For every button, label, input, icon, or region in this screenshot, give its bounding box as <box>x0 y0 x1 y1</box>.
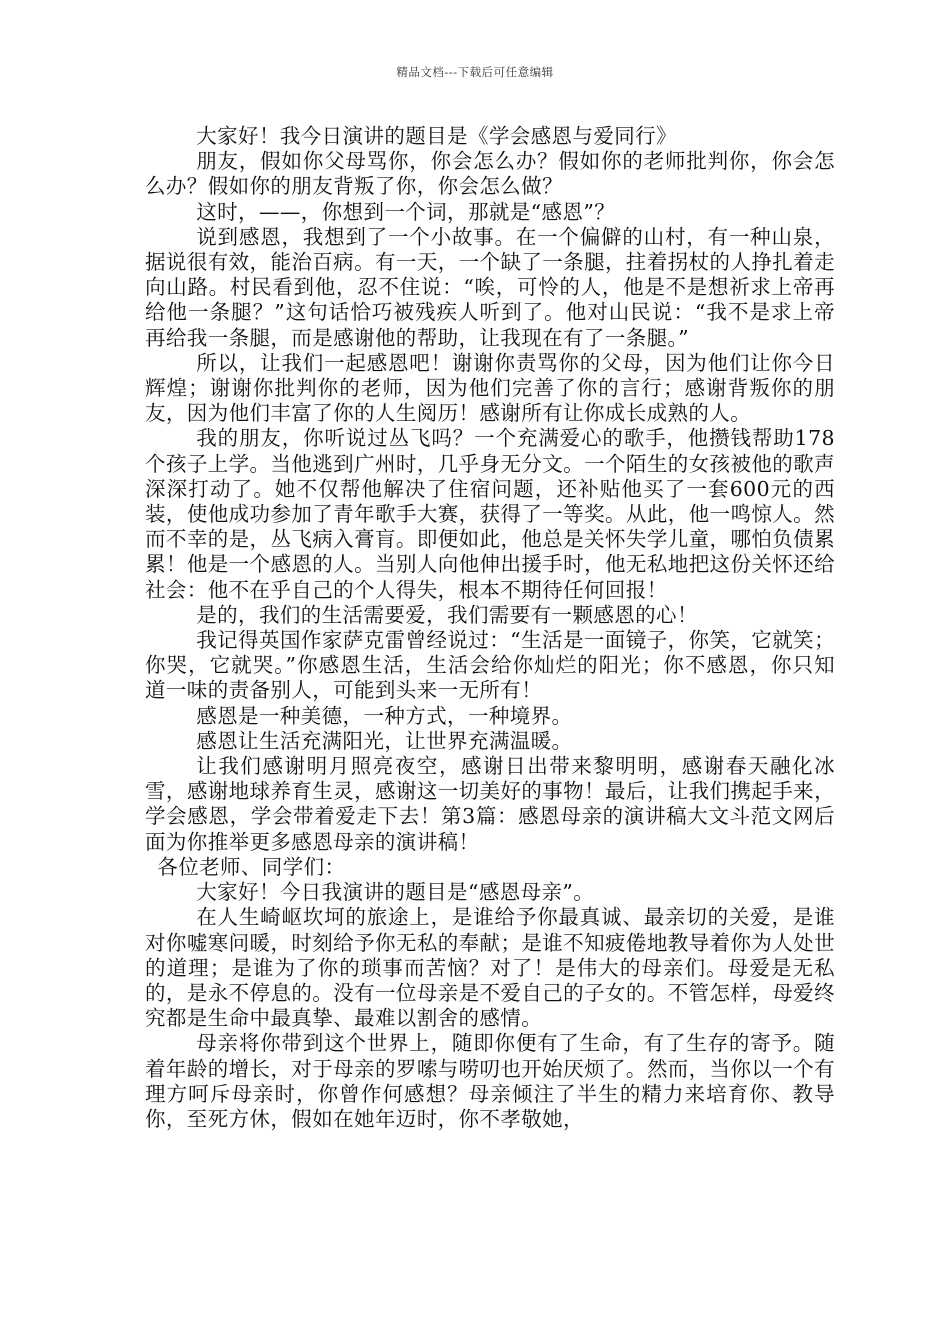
paragraph: 这时，——，你想到一个词，那就是“感恩”？ <box>196 199 616 224</box>
paragraph: 让我们感谢明月照亮夜空，感谢日出带来黎明明，感谢春天融化冰雪，感谢地球养育生灵，感谢这一切美好的事物！最后，让我们携起手来，学会感恩，学会带着爱走下去！第3篇：感恩母亲的演讲稿大文斗范文网后面为你推举更多感恩母亲的演讲稿！ <box>145 754 835 854</box>
paragraph: 感恩让生活充满阳光，让世界充满温暖。 <box>196 728 573 753</box>
paragraph: 大家好！我今日演讲的题目是《学会感恩与爱同行》 <box>196 124 677 148</box>
salutation: 各位老师、同学们： <box>157 854 346 879</box>
page-header: 精品文档---下载后可任意编辑 <box>396 65 554 79</box>
paragraph: 在人生崎岖坎坷的旅途上，是谁给予你最真诚、最亲切的关爱，是谁对你嘘寒问暖，时刻给予你无私的奉献；是谁不知疲倦地教导着你为人处世的道理；是谁为了你的琐事而苦恼？对了！是伟大的母亲们。母爱是无私的，是永不停息的。没有一位母亲是不爱自己的子女的。不管怎样，母爱终究都是生命中最真挚、最难以割舍的感情。 <box>145 905 835 1031</box>
paragraph: 是的，我们的生活需要爱，我们需要有一颗感恩的心！ <box>196 602 698 627</box>
paragraph: 感恩是一种美德，一种方式，一种境界。 <box>196 703 573 728</box>
paragraph: 母亲将你带到这个世界上，随即你便有了生命，有了生存的寄予。随着年龄的增长，对于母亲的罗嗦与唠叨也开始厌烦了。然而，当你以一个有理方呵斥母亲时，你曾作何感想？母亲倾注了半生的精力来培育你、教导你，至死方休，假如在她年迈时，你不孝敬她， <box>145 1031 835 1131</box>
document-body <box>145 124 835 1132</box>
paragraph: 所以，让我们一起感恩吧！谢谢你责骂你的父母，因为他们让你今日辉煌；谢谢你批判你的老师，因为他们完善了你的言行；感谢背叛你的朋友，因为他们丰富了你的人生阅历！感谢所有让你成长成熟的人。 <box>145 350 835 426</box>
paragraph: 我的朋友，你听说过丛飞吗？一个充满爱心的歌手，他攒钱帮助178个孩子上学。当他逃到广州时，几乎身无分文。一个陌生的女孩被他的歌声深深打动了。她不仅帮他解决了住宿问题，还补贴他买了一套600元的西装，使他成功参加了青年歌手大赛，获得了一等奖。从此，他一鸣惊人。然而不幸的是，丛飞病入膏肓。即便如此，他总是关怀失学儿童，哪怕负债累累！他是一个感恩的人。当别人向他伸出援手时，他无私地把这份关怀还给社会：他不在乎自己的个人得失，根本不期待任何回报！ <box>145 426 835 602</box>
paragraph: 朋友，假如你父母骂你，你会怎么办？假如你的老师批判你，你会怎么办？假如你的朋友背叛了你，你会怎么做？ <box>145 149 835 199</box>
paragraph: 大家好！今日我演讲的题目是“感恩母亲”。 <box>196 880 595 905</box>
paragraph: 我记得英国作家萨克雷曾经说过：“生活是一面镜子，你笑，它就笑；你哭，它就哭。”你感恩生活，生活会给你灿烂的阳光；你不感恩，你只知道一味的责备别人，可能到头来一无所有！ <box>145 628 835 703</box>
paragraph: 说到感恩，我想到了一个小故事。在一个偏僻的山村，有一种山泉，据说很有效，能治百病。有一天，一个缺了一条腿，拄着拐杖的人挣扎着走向山路。村民看到他，忍不住说：“唉，可怜的人，他是不是想祈求上帝再给他一条腿？”这句话恰巧被残疾人听到了。他对山民说：“我不是求上帝再给我一条腿，而是感谢他的帮助，让我现在有了一条腿。” <box>145 224 835 350</box>
